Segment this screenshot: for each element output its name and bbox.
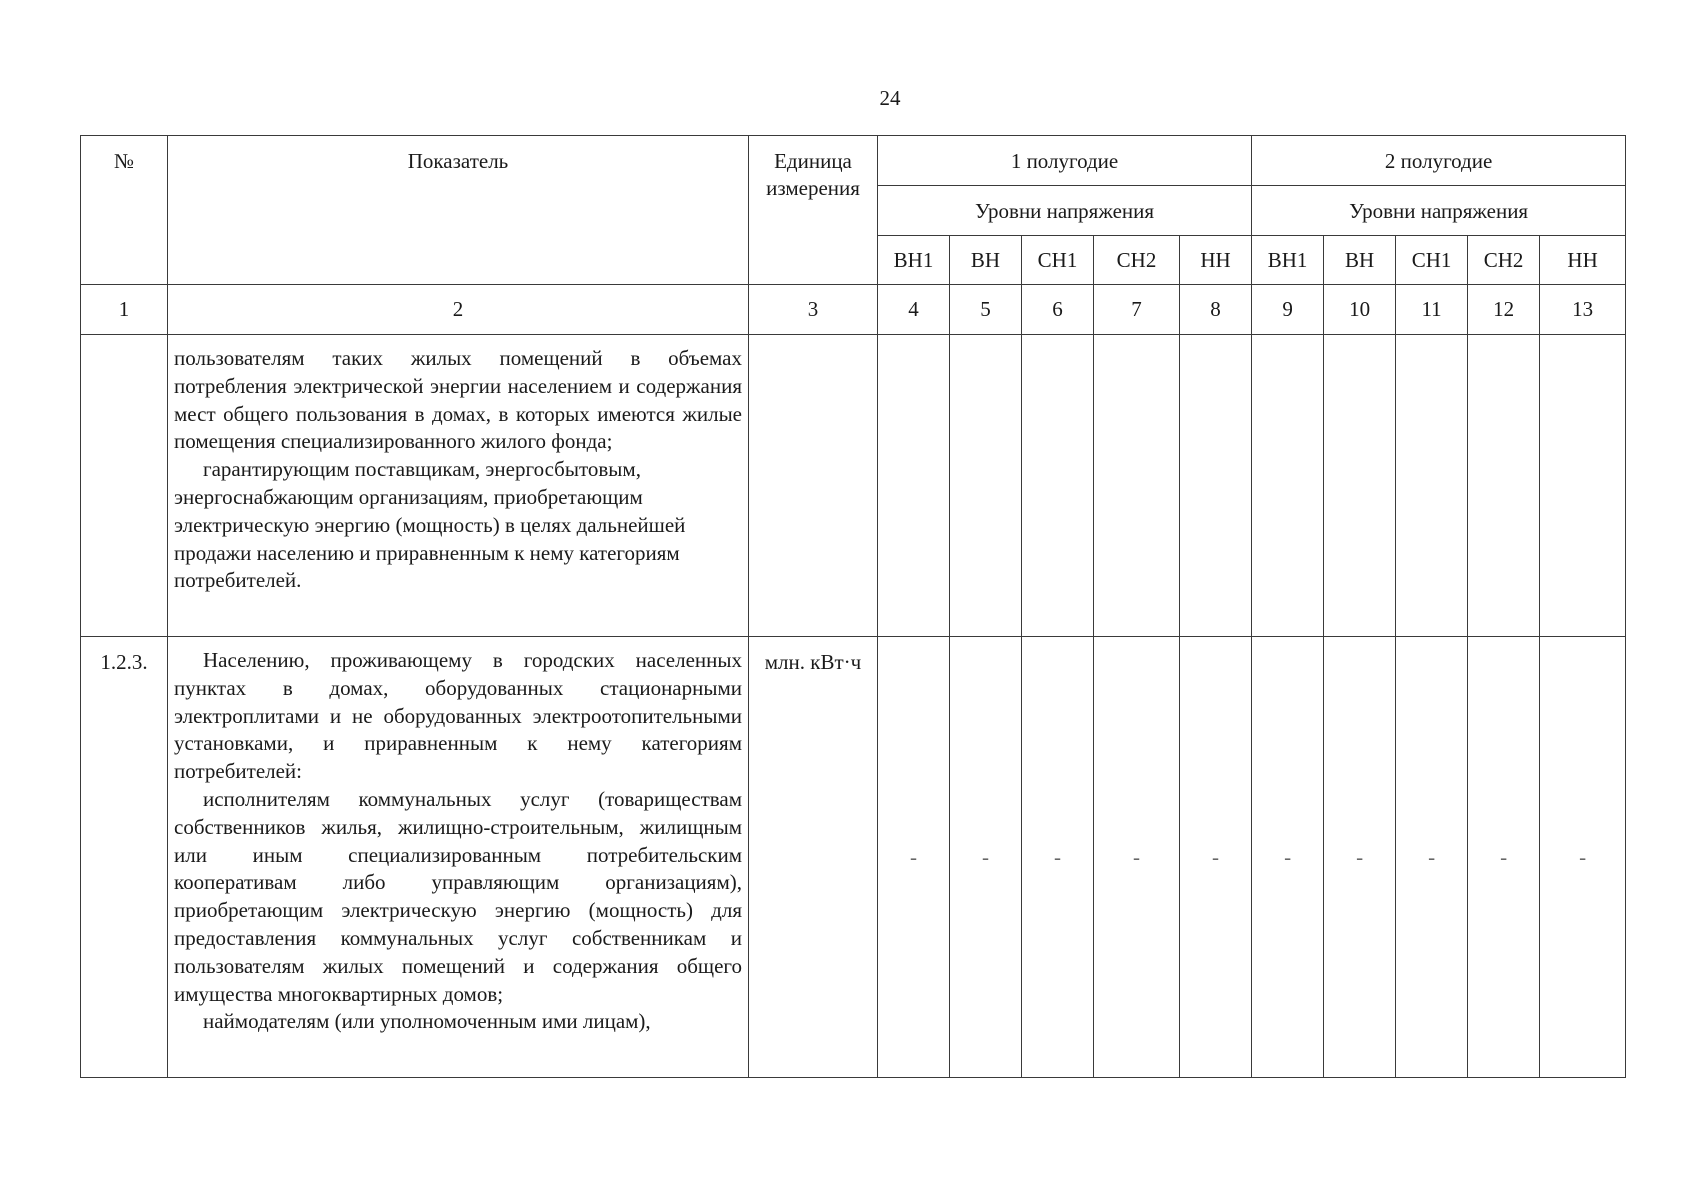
value-cell: - <box>1540 637 1626 1078</box>
description-paragraph: исполнителям коммунальных услуг (товариществам собственников жилья, жилищно-строительным, жилищным или иным специализированным потребительским кооперативам либо управляющим организациям), приобретающим электрическую энергию (мощность) для предоставления коммунальных услуг собственникам и пользователям жилых помещений и содержания общего имущества многоквартирных домов; <box>174 786 742 1006</box>
column-number: 2 <box>168 285 749 335</box>
header-voltage-levels-2: Уровни напряжения <box>1252 186 1626 236</box>
column-number: 9 <box>1252 285 1324 335</box>
header-half-1: 1 полугодие <box>878 136 1252 186</box>
header-voltage-levels-1: Уровни напряжения <box>878 186 1252 236</box>
page-number: 24 <box>879 86 901 110</box>
header-level: СН1 <box>1396 236 1468 285</box>
column-number: 10 <box>1324 285 1396 335</box>
header-level: СН1 <box>1022 236 1094 285</box>
column-number: 6 <box>1022 285 1094 335</box>
header-unit: Единица измерения <box>749 136 878 285</box>
description-paragraph: гарантирующим поставщикам, энергосбытовым, энергоснабжающим организациям, приобретающим электрическую энергию (мощность) в целях дальнейшей продажи населению и приравненным к нему категориям потребителей. <box>174 457 686 593</box>
header-level: СН2 <box>1094 236 1180 285</box>
header-indicator: Показатель <box>168 136 749 285</box>
value-cell: - <box>1396 637 1468 1078</box>
value-cell <box>1252 335 1324 637</box>
tariff-table <box>80 135 1626 1078</box>
header-num: № <box>81 136 168 285</box>
column-number: 3 <box>749 285 878 335</box>
header-level: НН <box>1180 236 1252 285</box>
column-number: 4 <box>878 285 950 335</box>
header-row-1 <box>81 136 1626 186</box>
table-row <box>81 637 1626 1078</box>
description-paragraph: Населению, проживающему в городских населенных пунктах в домах, оборудованных стационарными электроплитами и не оборудованных электроотопительными установками, и приравненным к нему категориям потребителей: <box>174 648 742 784</box>
value-cell <box>950 335 1022 637</box>
header-level: ВН <box>1324 236 1396 285</box>
value-cell <box>1180 335 1252 637</box>
value-cell: - <box>878 637 950 1078</box>
row-unit <box>749 335 878 637</box>
header-level: ВН1 <box>878 236 950 285</box>
value-cell: - <box>1180 637 1252 1078</box>
value-cell <box>1468 335 1540 637</box>
value-cell: - <box>1324 637 1396 1078</box>
column-number: 12 <box>1468 285 1540 335</box>
value-cell <box>1324 335 1396 637</box>
column-number: 1 <box>81 285 168 335</box>
header-half-2: 2 полугодие <box>1252 136 1626 186</box>
header-level: ВН1 <box>1252 236 1324 285</box>
header-level: СН2 <box>1468 236 1540 285</box>
column-number: 7 <box>1094 285 1180 335</box>
value-cell: - <box>1022 637 1094 1078</box>
value-cell: - <box>950 637 1022 1078</box>
column-numbers-row <box>81 285 1626 335</box>
column-number: 11 <box>1396 285 1468 335</box>
row-description <box>168 335 749 637</box>
column-number: 5 <box>950 285 1022 335</box>
row-number <box>81 335 168 637</box>
value-cell: - <box>1094 637 1180 1078</box>
row-description <box>168 637 749 1078</box>
header-level: НН <box>1540 236 1626 285</box>
value-cell: - <box>1468 637 1540 1078</box>
value-cell <box>1540 335 1626 637</box>
header-level: ВН <box>950 236 1022 285</box>
description-paragraph: пользователям таких жилых помещений в объемах потребления электрической энергии населением и содержания мест общего пользования в домах, в которых имеются жилые помещения специализированного жилого фонда; <box>174 346 742 454</box>
value-cell <box>1022 335 1094 637</box>
row-number: 1.2.3. <box>81 637 168 1078</box>
description-paragraph: наймодателям (или уполномоченным ими лицам), <box>203 1009 651 1034</box>
value-cell <box>1396 335 1468 637</box>
column-number: 8 <box>1180 285 1252 335</box>
table-row <box>81 335 1626 637</box>
value-cell: - <box>1252 637 1324 1078</box>
column-number: 13 <box>1540 285 1626 335</box>
row-unit: млн. кВт·ч <box>749 637 878 1078</box>
value-cell <box>878 335 950 637</box>
value-cell <box>1094 335 1180 637</box>
